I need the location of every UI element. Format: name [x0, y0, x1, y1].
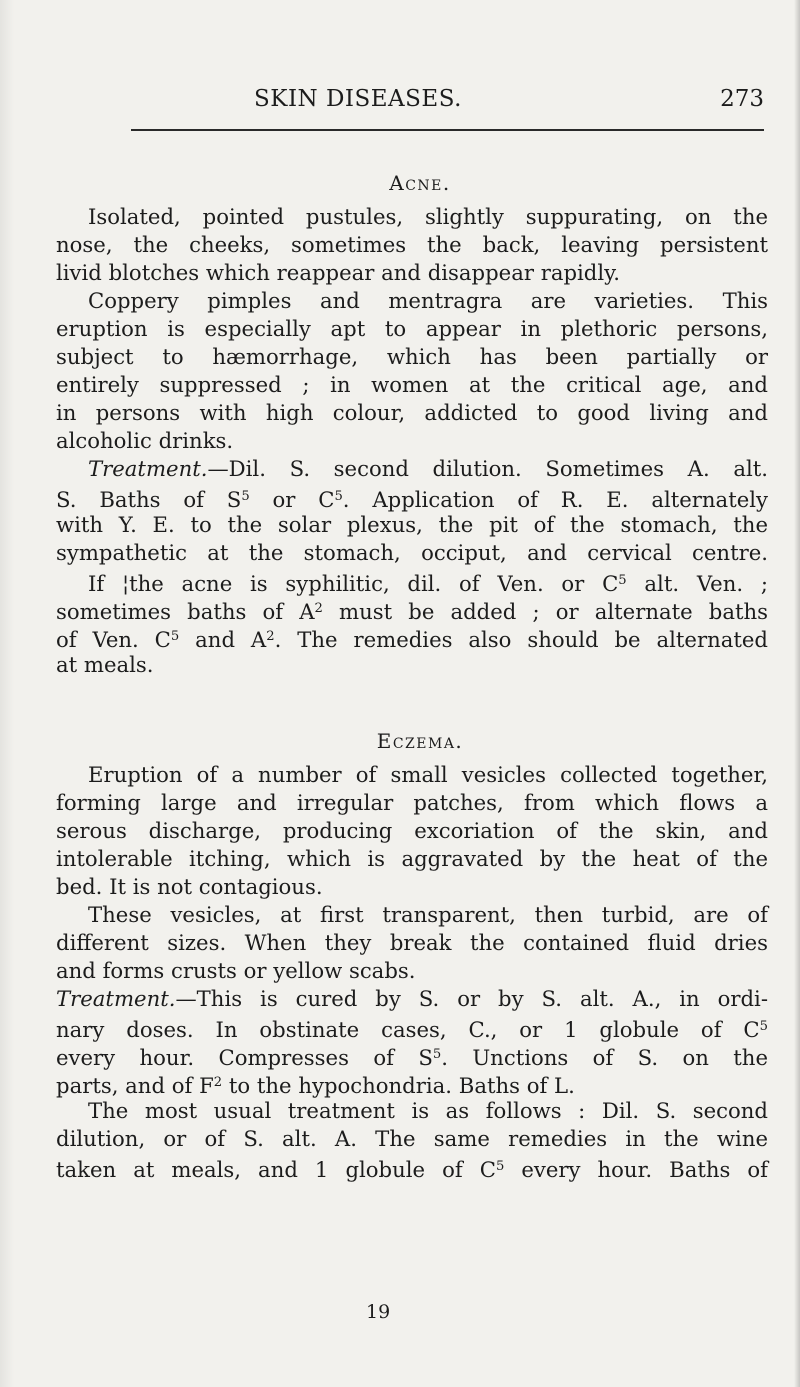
text-line: parts, and of $F^2$ to the hypochondria. Baths of L. [56, 1073, 575, 1099]
text-line: subject to hæmorrhage, which has been partially or [56, 344, 768, 369]
text-line: dilution, or of S. alt. A. The same remedies in the wine [56, 1126, 768, 1151]
header-rule [131, 129, 764, 131]
text-line: of Ven. $C^5$ and $A^2$. The remedies also should be alternated [56, 627, 768, 653]
text-line: Isolated, pointed pustules, slightly suppurating, on the [88, 204, 768, 229]
running-head-title: SKIN DISEASES. [254, 86, 462, 112]
text-line: entirely suppressed ; in women at the critical age, and [56, 372, 768, 397]
section-title-eczema: Eczema. [376, 729, 464, 753]
text-line: different sizes. When they break the contained fluid dries [56, 930, 768, 955]
text-line: The most usual treatment is as follows : Dil. S. second [88, 1098, 768, 1123]
text-line: These vesicles, at first transparent, then turbid, are of [88, 902, 768, 927]
text-line: If ¦the acne is syphilitic, dil. of Ven. or $C^5$ alt. Ven. ; [88, 571, 768, 597]
text-line: nary doses. In obstinate cases, C., or 1 globule of $C^5$ [56, 1017, 768, 1043]
text-line: every hour. Compresses of $S^5$. Unctions of S. on the [56, 1045, 768, 1071]
treatment-text: Treatment.—Dil. S. second dilution. Sometimes A. alt. [88, 456, 768, 481]
text-line: and forms crusts or yellow scabs. [56, 958, 416, 983]
text-line: taken at meals, and 1 globule of $C^5$ every hour. Baths of [56, 1157, 769, 1183]
page-shadow-right [794, 0, 800, 1387]
text-line: alcoholic drinks. [56, 428, 234, 453]
text-line: nose, the cheeks, sometimes the back, leaving persistent [56, 232, 768, 257]
text-line: intolerable itching, which is aggravated by the heat of the [56, 846, 768, 871]
text-line: Eruption of a number of small vesicles collected together, [88, 762, 768, 787]
treatment-line [88, 455, 768, 483]
page-shadow-left [0, 0, 14, 1387]
text-line: at meals. [56, 652, 154, 677]
running-head [254, 86, 764, 120]
page-number: 273 [720, 86, 764, 112]
treatment-line: Treatment.—This is cured by S. or by S. alt. A., in ordi- [56, 986, 768, 1011]
text-line: sympathetic at the stomach, occiput, and cervical centre. [56, 540, 768, 565]
text-line: S. Baths of $S^5$ or $C^5$. Application of R. E. alternately [56, 487, 768, 513]
section-title-acne: Acne. [389, 171, 451, 195]
text-line: eruption is especially apt to appear in plethoric persons, [56, 316, 768, 341]
text-line: with Y. E. to the solar plexus, the pit of the stomach, the [56, 512, 768, 537]
text-line: in persons with high colour, addicted to good living and [56, 400, 768, 425]
text-line: serous discharge, producing excoriation of the skin, and [56, 818, 768, 843]
text-line: bed. It is not contagious. [56, 874, 323, 899]
text-line: sometimes baths of $A^2$ must be added ; or alternate baths [56, 599, 768, 625]
text-line: livid blotches which reappear and disappear rapidly. [56, 260, 621, 285]
text-line: forming large and irregular patches, from which flows a [56, 790, 768, 815]
text-line: Coppery pimples and mentragra are varieties. This [88, 288, 768, 313]
signature-mark: 19 [366, 1301, 391, 1323]
